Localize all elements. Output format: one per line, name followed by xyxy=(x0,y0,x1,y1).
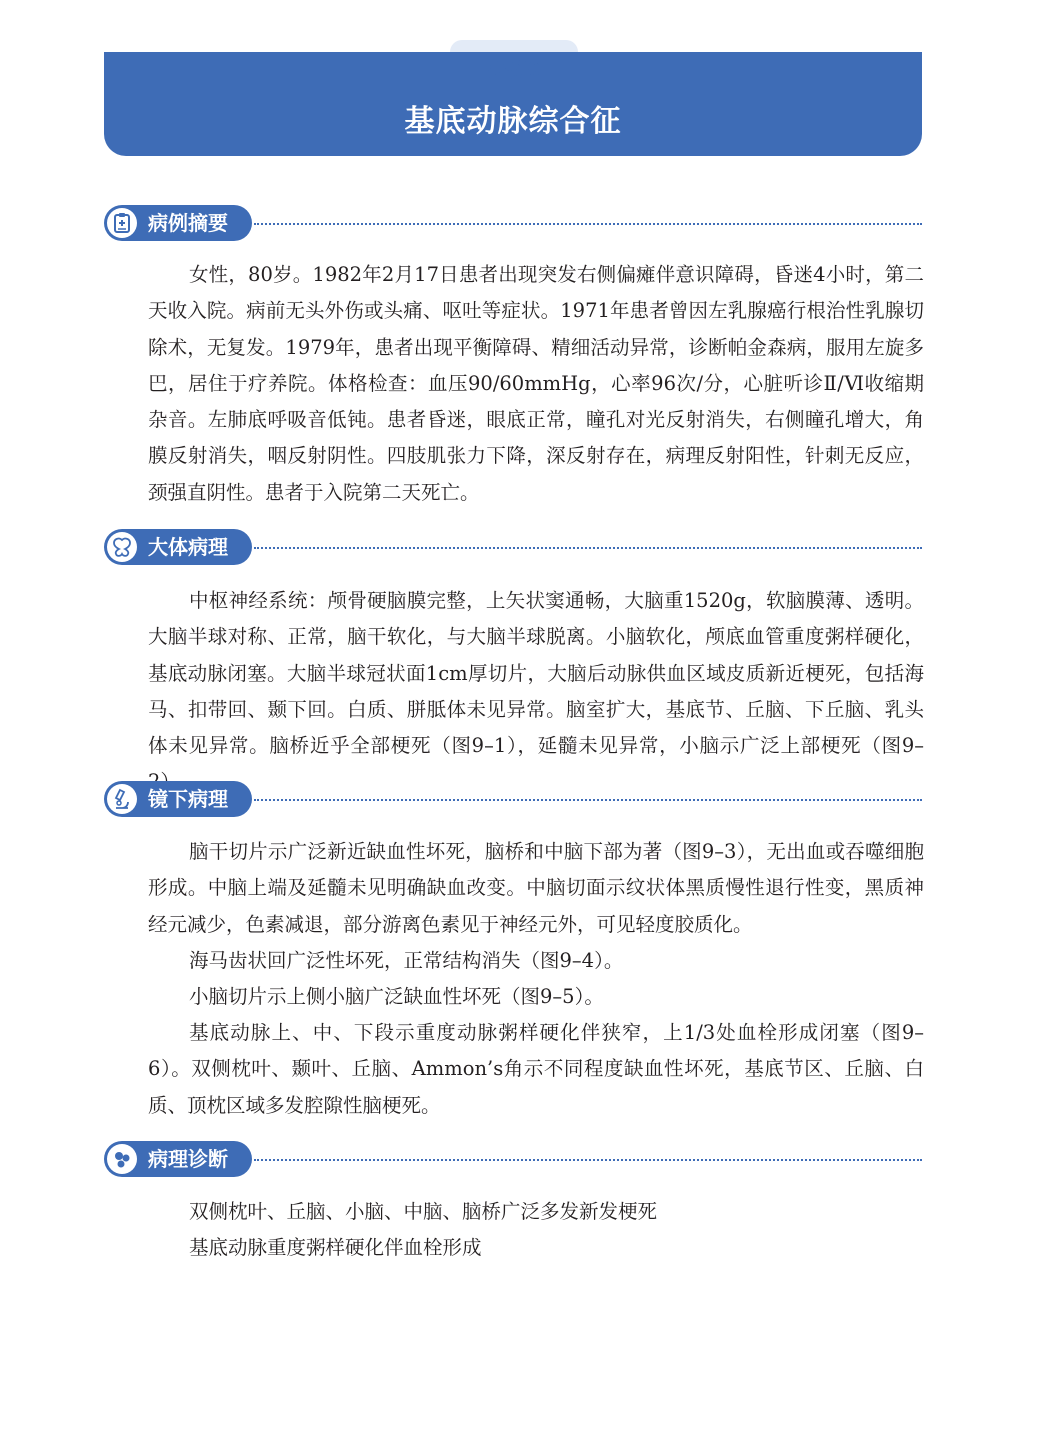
clipboard-icon xyxy=(107,208,137,238)
case-number: 病例9 xyxy=(487,58,541,82)
section-title: 病理诊断 xyxy=(148,1147,228,1171)
summary-paragraph: 女性，80岁。1982年2月17日患者出现突发右侧偏瘫伴意识障碍，昏迷4小时，第二天收入院。病前无头外伤或头痛、呕吐等症状。1971年患者曾因左乳腺癌行根治性乳腺切除术，无复发。1979年，患者出现平衡障碍、精细活动异常，诊断帕金森病，服用左旋多巴，居住于疗养院。体格检查：血压90/60mmHg，心率96次/分，心脏听诊Ⅱ/Ⅵ收缩期杂音。左肺底呼吸音低钝。患者昏迷，眼底正常，瞳孔对光反射消失，右侧瞳孔增大，角膜反射消失，咽反射阴性。四肢肌张力下降，深反射存在，病理反射阳性，针刺无反应，颈强直阴性。患者于入院第二天死亡。 xyxy=(148,263,924,504)
section-header-summary xyxy=(104,205,922,245)
section-title: 镜下病理 xyxy=(148,787,228,811)
section-divider xyxy=(254,223,922,225)
micro-paragraph-3: 小脑切片示上侧小脑广泛缺血性坏死（图9–5）。 xyxy=(189,985,604,1008)
cells-icon xyxy=(107,1144,137,1174)
micro-paragraph-2: 海马齿状回广泛性坏死，正常结构消失（图9–4）。 xyxy=(189,949,624,972)
section-divider xyxy=(254,1159,922,1161)
micro-paragraph-1: 脑干切片示广泛新近缺血性坏死，脑桥和中脑下部为著（图9–3），无出血或吞噬细胞形成。中脑上端及延髓未见明确缺血改变。中脑切面示纹状体黑质慢性退行性变，黑质神经元减少，色素减退，部分游离色素见于神经元外，可见轻度胶质化。 xyxy=(148,840,924,936)
section-title: 病例摘要 xyxy=(148,211,228,235)
gross-paragraph: 中枢神经系统：颅骨硬脑膜完整，上矢状窦通畅，大脑重1520g，软脑膜薄、透明。大脑半球对称、正常，脑干软化，与大脑半球脱离。小脑软化，颅底血管重度粥样硬化，基底动脉闭塞。大脑半球冠状面1cm厚切片，大脑后动脉供血区域皮质新近梗死，包括海马、扣带回、颞下回。白质、胼胝体未见异常。脑室扩大，基底节、丘脑、下丘脑、乳头体未见异常。脑桥近乎全部梗死（图9–1），延髓未见异常，小脑示广泛上部梗死（图9– xyxy=(148,589,924,758)
organ-icon xyxy=(107,532,137,562)
section-header-micro xyxy=(104,781,922,821)
section-header-diagnosis xyxy=(104,1141,922,1181)
section-pill xyxy=(104,205,252,241)
section-title: 大体病理 xyxy=(148,535,228,559)
diagnosis-line-2: 基底动脉重度粥样硬化伴血栓形成 xyxy=(189,1236,482,1259)
page-title: 基底动脉综合征 xyxy=(404,104,622,139)
section-divider xyxy=(254,799,922,801)
diagnosis-line-1: 双侧枕叶、丘脑、小脑、中脑、脑桥广泛多发新发梗死 xyxy=(189,1200,658,1223)
microscope-icon xyxy=(107,784,137,814)
section-divider xyxy=(254,547,922,549)
section-pill xyxy=(104,1141,252,1177)
section-header-gross xyxy=(104,529,922,569)
micro-paragraph-4: 基底动脉上、中、下段示重度动脉粥样硬化伴狭窄，上1/3处血栓形成闭塞（图9–6）。双侧枕叶、颞叶、丘脑、Ammon’s角示不同程度缺血性坏死，基底节区、丘脑、白质、顶枕区域多发腔隙性脑梗死。 xyxy=(148,1021,924,1117)
section-pill xyxy=(104,529,252,565)
section-pill xyxy=(104,781,252,817)
